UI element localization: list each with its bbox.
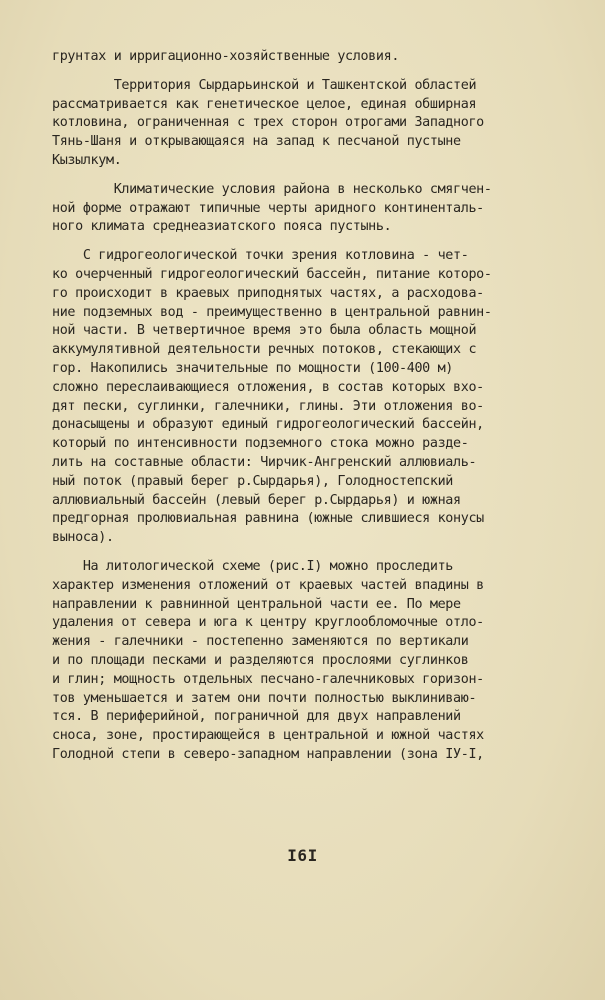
text-line: и по площади песками и разделяются прослоями суглинков — [52, 652, 469, 668]
text-line: На литологической схеме (рис.I) можно проследить — [52, 558, 454, 574]
text-line: ной форме отражают типичные черты аридного континенталь- — [52, 200, 484, 216]
page-number: I6I — [287, 846, 318, 865]
paragraph-1 — [52, 48, 577, 67]
paragraph-5 — [52, 558, 577, 765]
text-line: Голодной степи в северо-западном направлении (зона IУ-I, — [52, 746, 484, 762]
text-line: Территория Сырдарьинской и Ташкентской областей — [52, 77, 477, 93]
body-text — [52, 48, 577, 765]
text-line: дят пески, суглинки, галечники, глины. Эти отложения во- — [52, 398, 484, 414]
text-line: который по интенсивности подземного стока можно разде- — [52, 436, 469, 452]
text-line: аккумулятивной деятельности речных потоков, стекающих с — [52, 342, 477, 358]
text-line: лить на составные области: Чирчик-Ангренский аллювиаль- — [52, 454, 477, 470]
paragraph-2 — [52, 77, 577, 171]
text-line: Кызылкум. — [52, 152, 122, 168]
text-line: выноса). — [52, 530, 114, 546]
text-line: Тянь-Шаня и открывающаяся на запад к песчаной пустыне — [52, 134, 461, 150]
text-line: ние подземных вод - преимущественно в центральной равнин- — [52, 304, 492, 320]
text-line: предгорная пролювиальная равнина (южные слившиеся конусы — [52, 511, 484, 527]
text-line: сноса, зоне, простирающейся в центральной и южной частях — [52, 728, 484, 744]
text-line: гор. Накопились значительные по мощности (100-400 м) — [52, 360, 454, 376]
text-line: удаления от севера и юга к центру круглообломочные отло- — [52, 615, 484, 631]
text-line: грунтах и ирригационно-хозяйственные условия. — [52, 49, 400, 64]
text-line: характер изменения отложений от краевых частей впадины в — [52, 577, 484, 593]
text-line: Климатические условия района в несколько смягчен- — [52, 181, 492, 197]
text-line: ко очерченный гидрогеологический бассейн, питание которо- — [52, 266, 492, 282]
text-line: ной части. В четвертичное время это была область мощной — [52, 323, 477, 339]
text-line: сложно переслаивающиеся отложения, в состав которых вхо- — [52, 379, 484, 395]
text-line: направлении к равнинной центральной части ее. По мере — [52, 596, 461, 612]
text-line: ный поток (правый берег р.Сырдарья), Голодностепский — [52, 473, 454, 489]
paragraph-3 — [52, 181, 577, 237]
text-line: С гидрогеологической точки зрения котловина - чет- — [52, 248, 469, 264]
text-line: жения - галечники - постепенно заменяются по вертикали — [52, 634, 469, 650]
text-line: тов уменьшается и затем они почти полностью выклиниваю- — [52, 690, 477, 706]
text-line: котловина, ограниченная с трех сторон отрогами Западного — [52, 115, 484, 131]
text-line: рассматривается как генетическое целое, единая обширная — [52, 96, 477, 112]
text-line: ного климата среднеазиатского пояса пустынь. — [52, 219, 392, 235]
text-line: и глин; мощность отдельных песчано-галечниковых горизон- — [52, 671, 484, 687]
text-line: аллювиальный бассейн (левый берег р.Сырдарья) и южная — [52, 492, 461, 508]
text-line: го происходит в краевых приподнятых частях, а расходова- — [52, 285, 484, 301]
text-line: тся. В периферийной, пограничной для двух направлений — [52, 709, 461, 725]
text-line: донасыщены и образуют единый гидрогеологический бассейн, — [52, 417, 484, 433]
paragraph-4 — [52, 247, 577, 548]
